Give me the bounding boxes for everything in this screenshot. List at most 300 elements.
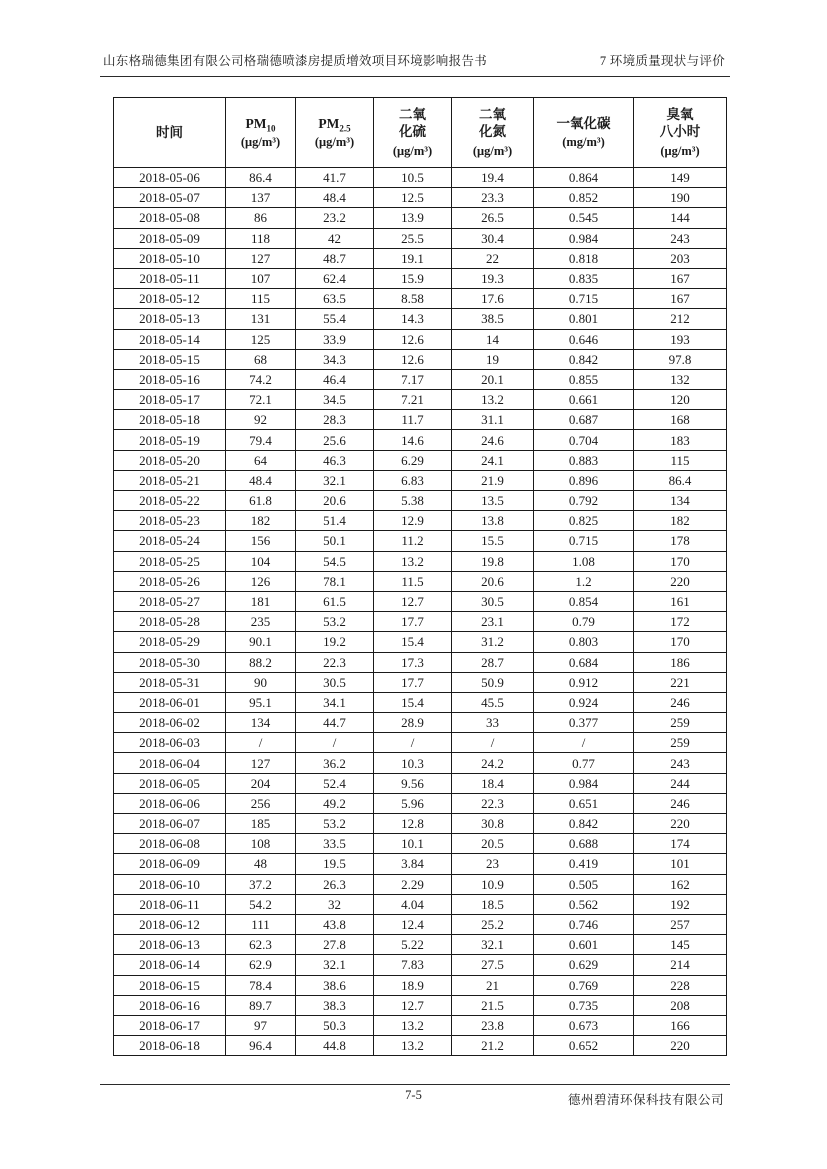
date-cell: 2018-06-15 [114, 975, 226, 995]
table-row [114, 975, 727, 995]
date-cell: 2018-05-12 [114, 289, 226, 309]
value-cell: 27.8 [296, 935, 374, 955]
value-cell: 0.801 [534, 309, 634, 329]
value-cell: 0.912 [534, 672, 634, 692]
date-cell: 2018-06-09 [114, 854, 226, 874]
value-cell: 95.1 [226, 692, 296, 712]
date-cell: 2018-06-07 [114, 814, 226, 834]
value-cell: 243 [634, 753, 727, 773]
table-row [114, 551, 727, 571]
header-rule [100, 76, 730, 77]
value-cell: 12.9 [374, 511, 452, 531]
table-row [114, 1036, 727, 1056]
value-cell: 30.5 [296, 672, 374, 692]
date-cell: 2018-06-13 [114, 935, 226, 955]
value-cell: 0.735 [534, 995, 634, 1015]
value-cell: 11.2 [374, 531, 452, 551]
date-cell: 2018-06-05 [114, 773, 226, 793]
value-cell: 131 [226, 309, 296, 329]
value-cell: 28.9 [374, 713, 452, 733]
value-cell: 208 [634, 995, 727, 1015]
value-cell: 132 [634, 369, 727, 389]
value-cell: 17.7 [374, 612, 452, 632]
table-row [114, 854, 727, 874]
value-cell: 23.8 [452, 1015, 534, 1035]
date-cell: 2018-06-01 [114, 692, 226, 712]
value-cell: 2.29 [374, 874, 452, 894]
table-row [114, 672, 727, 692]
value-cell: 0.715 [534, 531, 634, 551]
value-cell: 170 [634, 551, 727, 571]
value-cell: 31.1 [452, 410, 534, 430]
value-cell: 185 [226, 814, 296, 834]
value-cell: 118 [226, 228, 296, 248]
value-cell: 183 [634, 430, 727, 450]
date-cell: 2018-06-18 [114, 1036, 226, 1056]
value-cell: 0.852 [534, 188, 634, 208]
value-cell: 172 [634, 612, 727, 632]
date-cell: 2018-06-02 [114, 713, 226, 733]
table-row [114, 1015, 727, 1035]
value-cell: 28.7 [452, 652, 534, 672]
footer-rule [100, 1084, 730, 1085]
value-cell: 0.651 [534, 793, 634, 813]
column-header-time [114, 98, 226, 168]
value-cell: 0.842 [534, 349, 634, 369]
date-cell: 2018-05-31 [114, 672, 226, 692]
value-cell: 259 [634, 733, 727, 753]
value-cell: 19.5 [296, 854, 374, 874]
value-cell: 12.5 [374, 188, 452, 208]
value-cell: 32.1 [296, 955, 374, 975]
value-cell: 42 [296, 228, 374, 248]
table-body [114, 168, 727, 1056]
value-cell: 166 [634, 1015, 727, 1035]
table-row [114, 692, 727, 712]
table-row [114, 470, 727, 490]
value-cell: 221 [634, 672, 727, 692]
value-cell: 19.3 [452, 268, 534, 288]
value-cell: 86 [226, 208, 296, 228]
column-header-pm2_5 [296, 98, 374, 168]
value-cell: 125 [226, 329, 296, 349]
value-cell: 48.4 [226, 470, 296, 490]
table-row [114, 248, 727, 268]
value-cell: 19.4 [452, 168, 534, 188]
value-cell: 107 [226, 268, 296, 288]
value-cell: 0.855 [534, 369, 634, 389]
value-cell: 4.04 [374, 894, 452, 914]
value-cell: 3.84 [374, 854, 452, 874]
value-cell: 64 [226, 450, 296, 470]
value-cell: 15.4 [374, 632, 452, 652]
value-cell: 21.2 [452, 1036, 534, 1056]
value-cell: 170 [634, 632, 727, 652]
value-cell: 156 [226, 531, 296, 551]
column-unit: (μg/m³) [660, 143, 700, 158]
value-cell: 182 [634, 511, 727, 531]
value-cell: 41.7 [296, 168, 374, 188]
value-cell: / [226, 733, 296, 753]
date-cell: 2018-05-16 [114, 369, 226, 389]
value-cell: 14.6 [374, 430, 452, 450]
value-cell: 78.1 [296, 571, 374, 591]
value-cell: 144 [634, 208, 727, 228]
table-header [114, 98, 727, 168]
value-cell: 21.5 [452, 995, 534, 1015]
date-cell: 2018-05-09 [114, 228, 226, 248]
value-cell: 52.4 [296, 773, 374, 793]
table-row [114, 410, 727, 430]
value-cell: 0.984 [534, 228, 634, 248]
value-cell: 12.7 [374, 995, 452, 1015]
date-cell: 2018-05-10 [114, 248, 226, 268]
value-cell: 62.3 [226, 935, 296, 955]
value-cell: 12.8 [374, 814, 452, 834]
value-cell: 33 [452, 713, 534, 733]
value-cell: 11.5 [374, 571, 452, 591]
value-cell: 36.2 [296, 753, 374, 773]
date-cell: 2018-05-15 [114, 349, 226, 369]
table-row [114, 571, 727, 591]
value-cell: 13.8 [452, 511, 534, 531]
value-cell: 96.4 [226, 1036, 296, 1056]
value-cell: 23.1 [452, 612, 534, 632]
value-cell: 48 [226, 854, 296, 874]
date-cell: 2018-05-26 [114, 571, 226, 591]
value-cell: 44.7 [296, 713, 374, 733]
column-header-so2 [374, 98, 452, 168]
column-unit: (μg/m³) [314, 135, 355, 150]
column-title: $PM_{10}$ [245, 115, 276, 134]
date-cell: 2018-06-12 [114, 914, 226, 934]
value-cell: 108 [226, 834, 296, 854]
value-cell: 50.3 [296, 1015, 374, 1035]
value-cell: 7.83 [374, 955, 452, 975]
date-cell: 2018-05-28 [114, 612, 226, 632]
date-cell: 2018-05-14 [114, 329, 226, 349]
value-cell: 257 [634, 914, 727, 934]
value-cell: 38.6 [296, 975, 374, 995]
value-cell: 8.58 [374, 289, 452, 309]
value-cell: 27.5 [452, 955, 534, 975]
value-cell: 0.629 [534, 955, 634, 975]
value-cell: 0.746 [534, 914, 634, 934]
column-header-pm10 [226, 98, 296, 168]
table-row [114, 430, 727, 450]
table-row [114, 874, 727, 894]
value-cell: 193 [634, 329, 727, 349]
value-cell: 86.4 [226, 168, 296, 188]
value-cell: 14 [452, 329, 534, 349]
table-row [114, 491, 727, 511]
page-number: 7-5 [405, 1088, 422, 1102]
value-cell: 0.673 [534, 1015, 634, 1035]
date-cell: 2018-05-13 [114, 309, 226, 329]
value-cell: 0.842 [534, 814, 634, 834]
value-cell: 15.9 [374, 268, 452, 288]
table-row [114, 793, 727, 813]
value-cell: 89.7 [226, 995, 296, 1015]
date-cell: 2018-06-08 [114, 834, 226, 854]
column-title: 二氧 化氮 [479, 107, 506, 139]
table-row [114, 773, 727, 793]
value-cell: 53.2 [296, 612, 374, 632]
page-header [103, 51, 725, 69]
value-cell: 127 [226, 753, 296, 773]
value-cell: / [452, 733, 534, 753]
value-cell: 243 [634, 228, 727, 248]
value-cell: 20.6 [296, 491, 374, 511]
value-cell: 0.652 [534, 1036, 634, 1056]
value-cell: 203 [634, 248, 727, 268]
value-cell: 10.9 [452, 874, 534, 894]
value-cell: 50.9 [452, 672, 534, 692]
value-cell: 32.1 [452, 935, 534, 955]
column-title: 一氧化碳 [556, 115, 611, 131]
value-cell: 48.7 [296, 248, 374, 268]
value-cell: 0.835 [534, 268, 634, 288]
column-title: $PM_{2.5}$ [318, 115, 351, 134]
value-cell: 20.1 [452, 369, 534, 389]
value-cell: 68 [226, 349, 296, 369]
value-cell: 214 [634, 955, 727, 975]
value-cell: 0.924 [534, 692, 634, 712]
date-cell: 2018-06-06 [114, 793, 226, 813]
date-cell: 2018-05-22 [114, 491, 226, 511]
value-cell: 33.9 [296, 329, 374, 349]
value-cell: 127 [226, 248, 296, 268]
value-cell: 25.5 [374, 228, 452, 248]
value-cell: 22 [452, 248, 534, 268]
value-cell: 246 [634, 692, 727, 712]
value-cell: 0.864 [534, 168, 634, 188]
column-unit: (μg/m³) [240, 135, 281, 150]
table-row [114, 289, 727, 309]
date-cell: 2018-06-03 [114, 733, 226, 753]
value-cell: 178 [634, 531, 727, 551]
value-cell: 11.7 [374, 410, 452, 430]
value-cell: / [374, 733, 452, 753]
value-cell: 53.2 [296, 814, 374, 834]
value-cell: 24.6 [452, 430, 534, 450]
date-cell: 2018-05-20 [114, 450, 226, 470]
value-cell: 88.2 [226, 652, 296, 672]
value-cell: 0.984 [534, 773, 634, 793]
value-cell: 168 [634, 410, 727, 430]
value-cell: 30.5 [452, 591, 534, 611]
value-cell: 13.2 [374, 1036, 452, 1056]
value-cell: 13.2 [374, 551, 452, 571]
value-cell: 62.9 [226, 955, 296, 975]
value-cell: 12.7 [374, 591, 452, 611]
value-cell: 182 [226, 511, 296, 531]
value-cell: 174 [634, 834, 727, 854]
value-cell: 228 [634, 975, 727, 995]
value-cell: 7.21 [374, 390, 452, 410]
date-cell: 2018-06-17 [114, 1015, 226, 1035]
value-cell: 10.5 [374, 168, 452, 188]
value-cell: 31.2 [452, 632, 534, 652]
value-cell: 101 [634, 854, 727, 874]
column-header-o3_8h [634, 98, 727, 168]
table-row [114, 309, 727, 329]
value-cell: 19.8 [452, 551, 534, 571]
value-cell: 21 [452, 975, 534, 995]
value-cell: 1.2 [534, 571, 634, 591]
date-cell: 2018-05-29 [114, 632, 226, 652]
value-cell: 1.08 [534, 551, 634, 571]
value-cell: 0.79 [534, 612, 634, 632]
value-cell: 0.419 [534, 854, 634, 874]
column-title: 臭氧 八小时 [659, 107, 701, 139]
value-cell: / [296, 733, 374, 753]
value-cell: 0.825 [534, 511, 634, 531]
value-cell: 26.5 [452, 208, 534, 228]
value-cell: 0.661 [534, 390, 634, 410]
table-row [114, 894, 727, 914]
table-row [114, 188, 727, 208]
value-cell: 49.2 [296, 793, 374, 813]
value-cell: 256 [226, 793, 296, 813]
table-row [114, 591, 727, 611]
column-unit: (μg/m³) [392, 143, 433, 158]
date-cell: 2018-05-19 [114, 430, 226, 450]
date-cell: 2018-05-30 [114, 652, 226, 672]
value-cell: 18.5 [452, 894, 534, 914]
value-cell: 246 [634, 793, 727, 813]
value-cell: 32.1 [296, 470, 374, 490]
value-cell: 0.688 [534, 834, 634, 854]
value-cell: 19 [452, 349, 534, 369]
value-cell: 63.5 [296, 289, 374, 309]
table-row [114, 450, 727, 470]
value-cell: 204 [226, 773, 296, 793]
air-quality-monitoring-table [113, 97, 727, 1056]
date-cell: 2018-06-04 [114, 753, 226, 773]
value-cell: 145 [634, 935, 727, 955]
footer-company-name: 德州碧清环保科技有限公司 [567, 1093, 724, 1107]
value-cell: 55.4 [296, 309, 374, 329]
value-cell: 24.1 [452, 450, 534, 470]
value-cell: 0.818 [534, 248, 634, 268]
table-row [114, 168, 727, 188]
date-cell: 2018-05-18 [114, 410, 226, 430]
value-cell: 0.715 [534, 289, 634, 309]
value-cell: 134 [634, 491, 727, 511]
value-cell: 220 [634, 571, 727, 591]
table-row [114, 753, 727, 773]
value-cell: 90.1 [226, 632, 296, 652]
value-cell: 13.9 [374, 208, 452, 228]
value-cell: 25.6 [296, 430, 374, 450]
value-cell: 61.5 [296, 591, 374, 611]
value-cell: 0.545 [534, 208, 634, 228]
value-cell: 17.3 [374, 652, 452, 672]
value-cell: 0.704 [534, 430, 634, 450]
table-row [114, 612, 727, 632]
value-cell: 97.8 [634, 349, 727, 369]
value-cell: 192 [634, 894, 727, 914]
table-row [114, 228, 727, 248]
date-cell: 2018-05-11 [114, 268, 226, 288]
value-cell: 0.377 [534, 713, 634, 733]
value-cell: 0.883 [534, 450, 634, 470]
value-cell: 167 [634, 289, 727, 309]
value-cell: 97 [226, 1015, 296, 1035]
value-cell: 46.3 [296, 450, 374, 470]
value-cell: 115 [226, 289, 296, 309]
value-cell: 34.5 [296, 390, 374, 410]
value-cell: 186 [634, 652, 727, 672]
table-row [114, 329, 727, 349]
value-cell: 61.8 [226, 491, 296, 511]
column-header-co [534, 98, 634, 168]
date-cell: 2018-05-23 [114, 511, 226, 531]
value-cell: 0.684 [534, 652, 634, 672]
value-cell: 34.3 [296, 349, 374, 369]
value-cell: 72.1 [226, 390, 296, 410]
value-cell: 161 [634, 591, 727, 611]
value-cell: 190 [634, 188, 727, 208]
value-cell: 167 [634, 268, 727, 288]
table-row [114, 995, 727, 1015]
value-cell: 0.803 [534, 632, 634, 652]
value-cell: 46.4 [296, 369, 374, 389]
value-cell: 220 [634, 1036, 727, 1056]
value-cell: 259 [634, 713, 727, 733]
value-cell: 5.96 [374, 793, 452, 813]
value-cell: 134 [226, 713, 296, 733]
value-cell: 48.4 [296, 188, 374, 208]
value-cell: 13.2 [374, 1015, 452, 1035]
value-cell: 50.1 [296, 531, 374, 551]
value-cell: 26.3 [296, 874, 374, 894]
value-cell: 0.896 [534, 470, 634, 490]
value-cell: 181 [226, 591, 296, 611]
value-cell: 0.769 [534, 975, 634, 995]
table-row [114, 814, 727, 834]
column-title: 二氧 化硫 [399, 107, 426, 139]
table-row [114, 914, 727, 934]
value-cell: 13.5 [452, 491, 534, 511]
value-cell: 38.5 [452, 309, 534, 329]
date-cell: 2018-05-27 [114, 591, 226, 611]
value-cell: 32 [296, 894, 374, 914]
column-unit: (μg/m³) [472, 143, 513, 158]
value-cell: 12.4 [374, 914, 452, 934]
value-cell: 33.5 [296, 834, 374, 854]
table-row [114, 208, 727, 228]
value-cell: 244 [634, 773, 727, 793]
value-cell: 0.687 [534, 410, 634, 430]
value-cell: 104 [226, 551, 296, 571]
column-title: 时间 [156, 124, 183, 140]
value-cell: 0.601 [534, 935, 634, 955]
value-cell: 115 [634, 450, 727, 470]
value-cell: 20.5 [452, 834, 534, 854]
value-cell: 78.4 [226, 975, 296, 995]
table-row [114, 369, 727, 389]
table-row [114, 390, 727, 410]
table-row [114, 531, 727, 551]
value-cell: 13.2 [452, 390, 534, 410]
value-cell: 14.3 [374, 309, 452, 329]
value-cell: 19.1 [374, 248, 452, 268]
value-cell: 0.646 [534, 329, 634, 349]
date-cell: 2018-06-14 [114, 955, 226, 975]
column-unit: (mg/m³) [562, 135, 605, 150]
